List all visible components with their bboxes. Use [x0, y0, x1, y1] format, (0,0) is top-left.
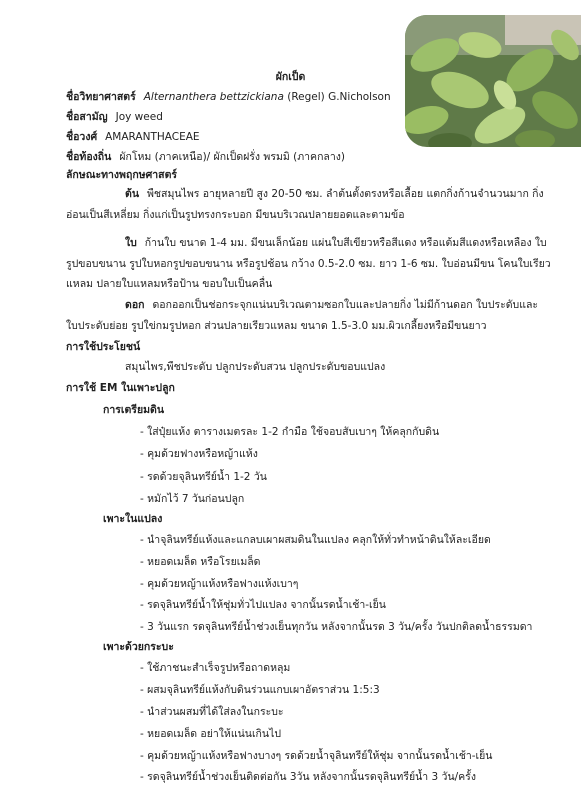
local-name-label: ชื่อท้องถิ่น: [66, 151, 112, 163]
common-name-value: Joy weed: [115, 111, 163, 123]
botany-heading: ลักษณะทางพฤกษศาสตร์: [66, 169, 178, 181]
bed-heading: เพาะในแปลง: [103, 513, 163, 525]
leaf-text-2: รูปขอบขนาน รูปใบหอกรูปขอบขนาน หรือรูปช้อน กว้าง 0.5-2.0 ซม. ยาว 1-6 ซม. ใบอ่อนมีขน โคนใบเรียว: [66, 258, 551, 270]
leaf-row: [125, 236, 547, 251]
flower-label: ดอก: [125, 299, 145, 311]
flower-row: [125, 298, 538, 313]
em-heading: การใช้ EM ในเพาะปลูก: [66, 382, 175, 394]
tray-item-4: - หยอดเมล็ด อย่าให้แน่นเกินไป: [140, 728, 282, 740]
tray-item-3: - นำส่วนผสมที่ได้ใส่ลงในกระบะ: [140, 706, 284, 718]
bed-item-1: - นำจุลินทรีย์แห้งและแกลบเผาผสมดินในแปลง คลุกให้ทั่วทำหน้าดินให้ละเอียด: [140, 534, 491, 546]
family-label: ชื่อวงศ์: [66, 131, 98, 143]
soil-heading: การเตรียมดิน: [103, 404, 165, 416]
page-title: ผักเป็ด: [275, 71, 306, 83]
tray-item-6: - รดจุลินทรีย์น้ำช่วงเย็นติดต่อกัน 3วัน หลังจากนั้นรดจุลินทรีย์น้ำ 3 วัน/ครั้ง: [140, 771, 476, 783]
tray-item-2: - ผสมจุลินทรีย์แห้งกับดินร่วนแกบเผาอัตราส่วน 1:5:3: [140, 684, 380, 696]
common-name-row: [66, 110, 163, 125]
flower-text-1: ดอกออกเป็นช่อกระจุกแน่นบริเวณตามซอกใบและปลายกิ่ง ไม่มีก้านดอก ใบประดับและ: [152, 299, 539, 311]
leaf-label: ใบ: [125, 237, 137, 249]
scientific-name-label: ชื่อวิทยาศาสตร์: [66, 91, 136, 103]
bed-item-5: - 3 วันแรก รดจุลินทรีย์น้ำช่วงเย็นทุกวัน หลังจากนั้นรด 3 วัน/ครั้ง วันปกติลดน้ำธรรมดา: [140, 621, 533, 633]
family-row: [66, 130, 200, 145]
bed-item-4: - รดจุลินทรีย์น้ำให้ชุ่มทั่วไปแปลง จากนั้นรดน้ำเช้า-เย็น: [140, 599, 386, 611]
soil-item-1: - ใส่ปุ๋ยแห้ง ตารางเมตรละ 1-2 กำมือ ใช้จอบสับเบาๆ ให้คลุกกับดิน: [140, 426, 440, 438]
scientific-name-row: [66, 90, 391, 105]
tray-item-5: - คุมด้วยหญ้าแห้งหรือฟางบางๆ รดด้วยน้ำจุลินทรีย์ให้ชุ่ม จากนั้นรดน้ำเช้า-เย็น: [140, 750, 493, 762]
stem-label: ต้น: [125, 188, 139, 200]
soil-item-2: - คุมด้วยฟางหรือหญ้าแห้ง: [140, 448, 258, 460]
uses-heading: การใช้ประโยชน์: [66, 341, 141, 353]
soil-item-3: - รดด้วยจุลินทรีย์น้ำ 1-2 วัน: [140, 471, 267, 483]
common-name-label: ชื่อสามัญ: [66, 111, 108, 123]
scientific-name-value: Alternanthera bettzickiana: [143, 91, 284, 103]
soil-item-4: - หมักไว้ 7 วันก่อนปลูก: [140, 493, 245, 505]
family-value: AMARANTHACEAE: [105, 131, 200, 143]
stem-text-2: อ่อนเป็นสีเหลี่ยม กิ่งแก่เป็นรูปทรงกระบอก มีขนบริเวณปลายยอดและตามข้อ: [66, 209, 405, 221]
stem-text-1: พืชสมุนไพร อายุหลายปี สูง 20-50 ซม. ลำต้นตั้งตรงหรือเลื้อย แตกกิ่งก้านจำนวนมาก กิ่ง: [147, 188, 544, 200]
tray-item-1: - ใช้ภาชนะสำเร็จรูปหรือถาดหลุม: [140, 662, 291, 674]
uses-text: สมุนไพร,พืชประดับ ปลูกประดับสวน ปลูกประดับขอบแปลง: [125, 361, 386, 373]
bed-item-2: - หยอดเมล็ด หรือโรยเมล็ด: [140, 556, 261, 568]
tray-heading: เพาะด้วยกระบะ: [103, 641, 174, 653]
leaf-text-3: แหลม ปลายใบแหลมหรือป้าน ขอบใบเป็นคลื่น: [66, 278, 273, 290]
leaf-text-1: ก้านใบ ขนาด 1-4 มม. มีขนเล็กน้อย แผ่นใบสีเขียวหรือสีแดง หรือแต้มสีแดงหรือเหลือง ใบ: [144, 237, 547, 249]
scientific-name-authority: (Regel) G.Nicholson: [287, 91, 391, 103]
bed-item-3: - คุมด้วยหญ้าแห้งหรือฟางแห้งเบาๆ: [140, 578, 299, 590]
flower-text-2: ใบประดับย่อย รูปใข่กมรูปหอก ส่วนปลายเรียวแหลม ขนาด 1.5-3.0 มม.ผิวเกลี้ยงหรือมีขนยาว: [66, 320, 487, 332]
stem-row: [125, 187, 544, 202]
local-name-value: ผักโหม (ภาคเหนือ)/ ผักเป็ดฝรั่ง พรมมิ (ภาคกลาง): [119, 151, 345, 163]
local-name-row: [66, 150, 345, 165]
